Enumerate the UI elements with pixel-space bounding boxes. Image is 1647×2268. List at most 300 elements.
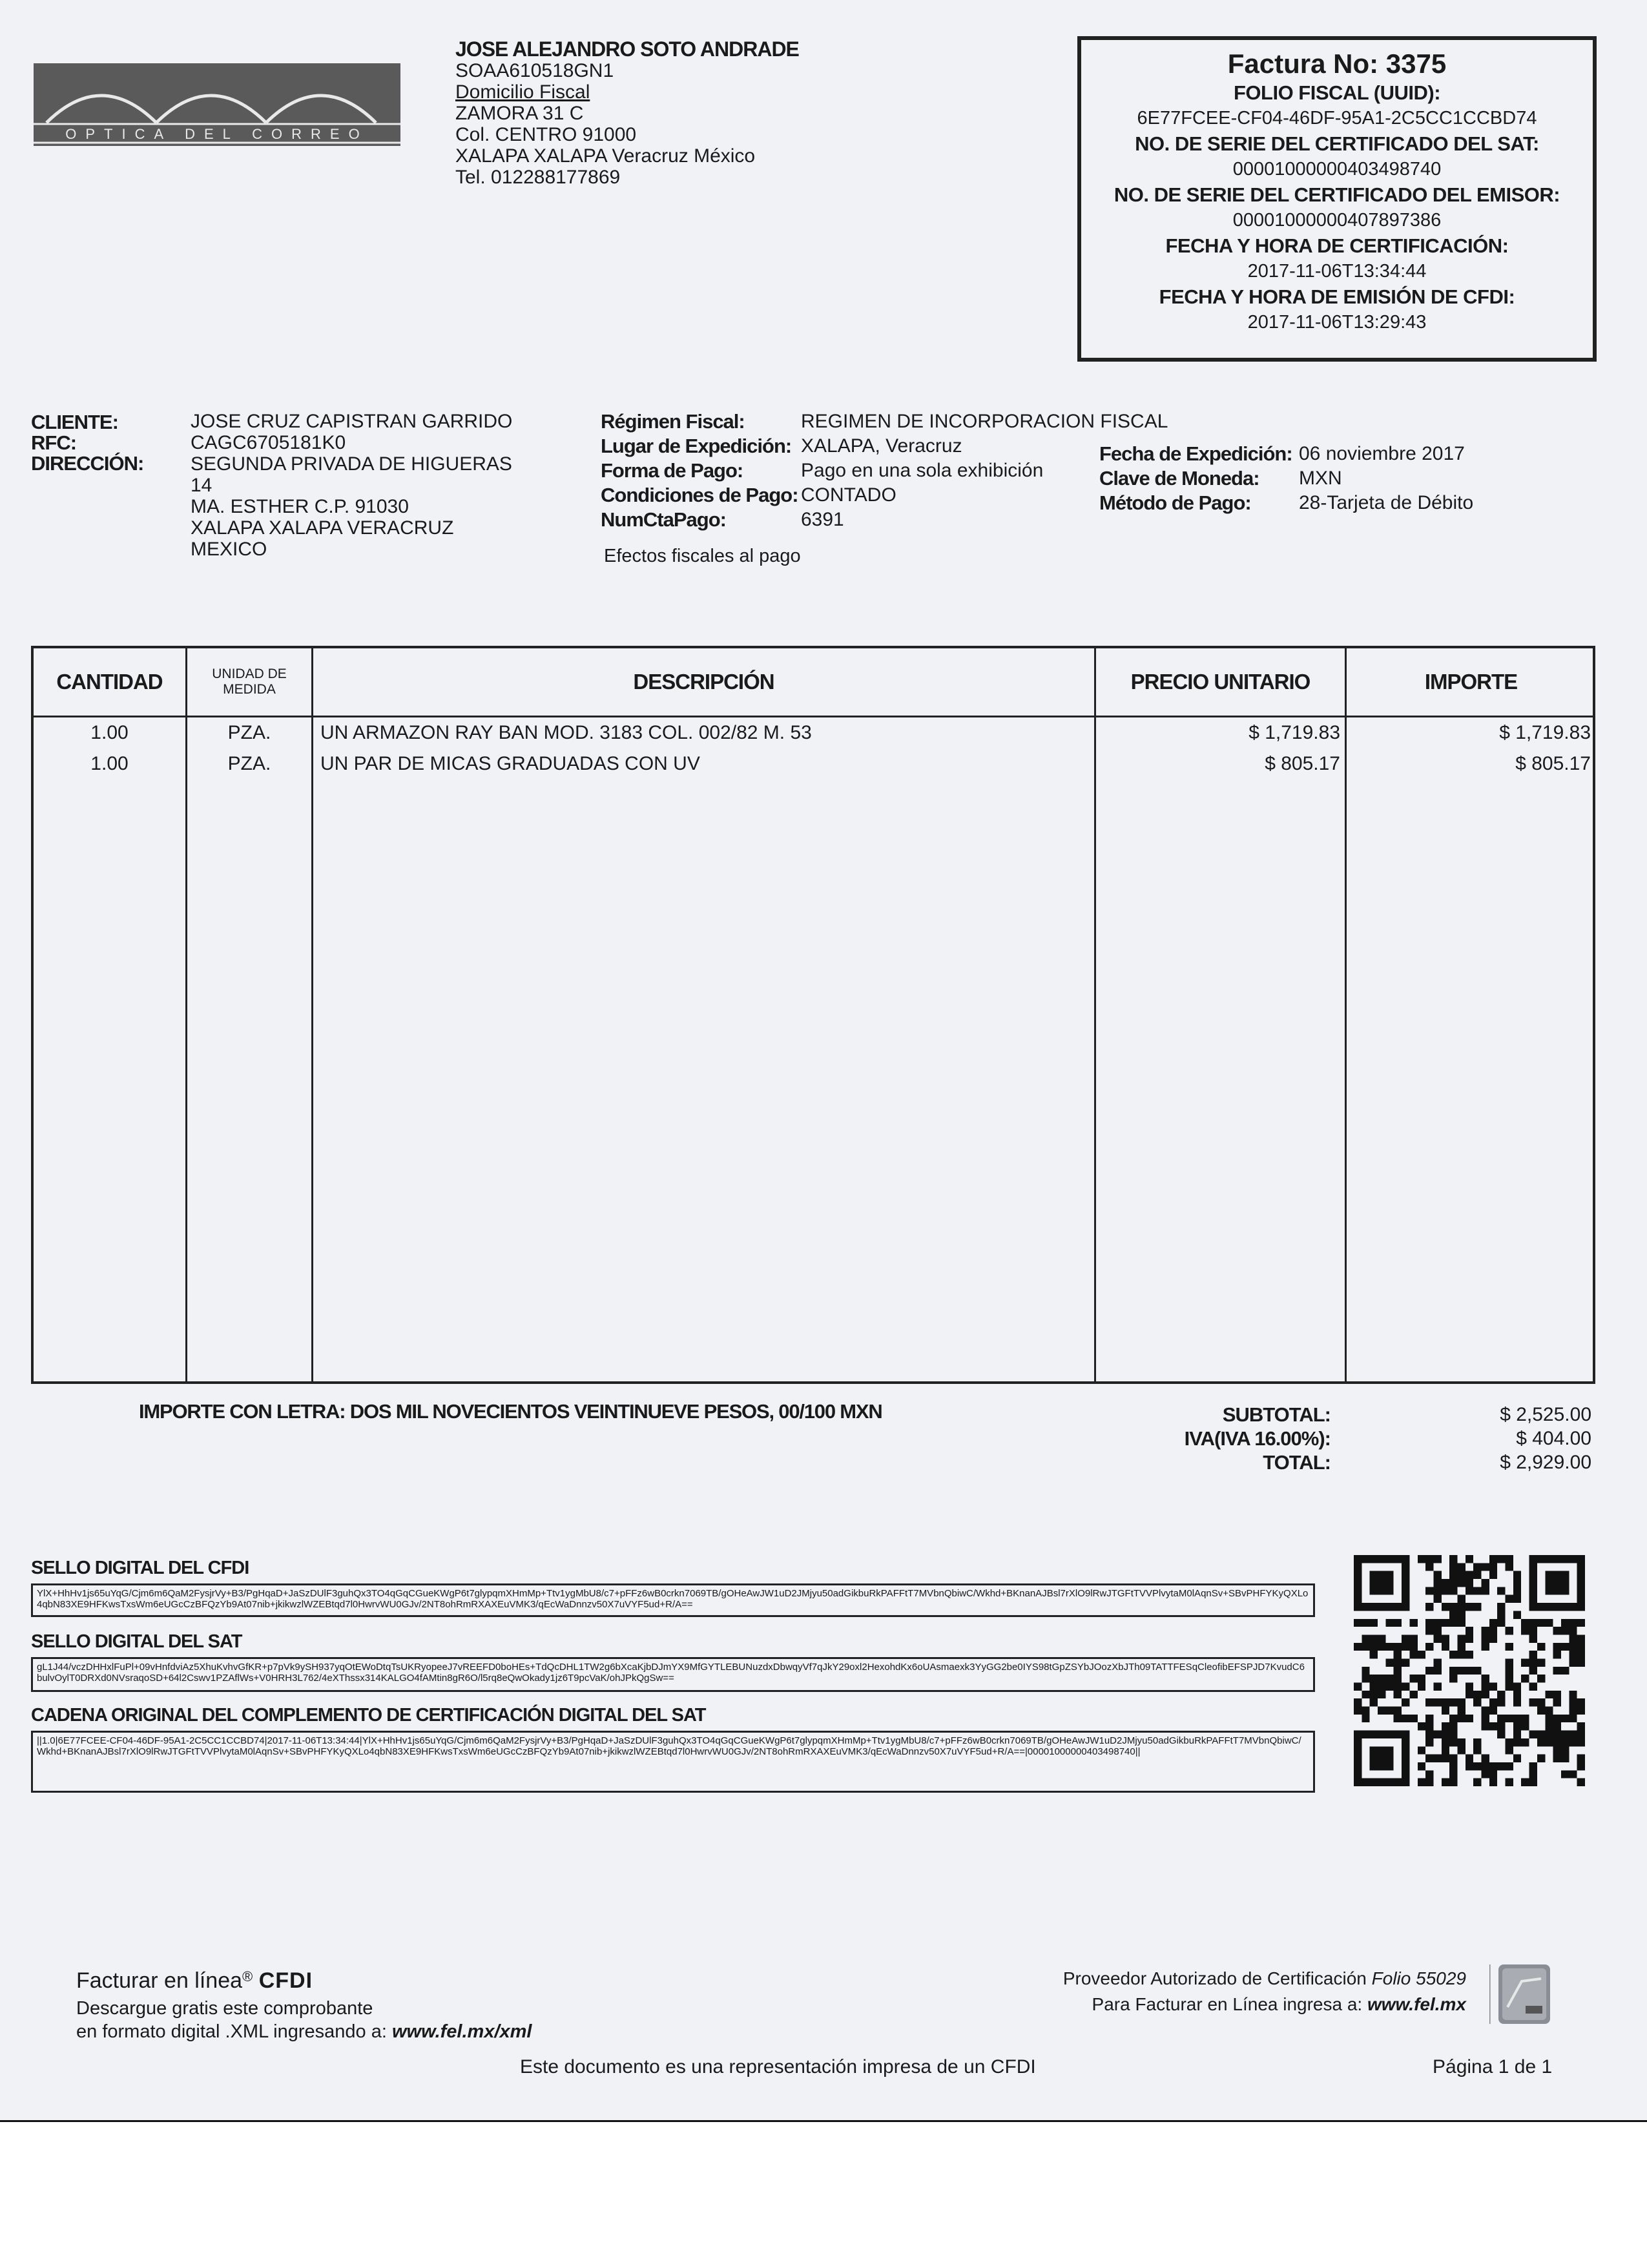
qr-module [1409,1651,1417,1658]
qr-module [1569,1698,1577,1706]
qr-module [1489,1722,1497,1730]
qr-module [1402,1762,1409,1770]
qr-module [1553,1627,1561,1634]
subtotal-label: SUBTOTAL: [1222,1403,1331,1426]
qr-module [1497,1603,1505,1611]
qr-module [1577,1571,1585,1579]
qr-module [1394,1555,1402,1563]
qr-module [1409,1619,1417,1627]
qr-module [1394,1643,1402,1651]
qr-module [1402,1634,1409,1642]
qr-module [1569,1619,1577,1627]
qr-module [1433,1627,1441,1634]
qr-module [1370,1698,1378,1706]
qr-module [1362,1619,1369,1627]
qr-module [1513,1738,1521,1746]
qr-module [1457,1603,1465,1611]
qr-module [1569,1770,1577,1778]
qr-module [1529,1619,1537,1627]
qr-module [1425,1619,1433,1627]
qr-module [1466,1579,1473,1587]
qr-module [1537,1675,1545,1682]
qr-module [1482,1683,1489,1691]
qr-module [1457,1746,1465,1754]
qr-module [1449,1755,1457,1762]
qr-module [1553,1698,1561,1706]
items-table [31,646,1595,1384]
issuer-rfc: SOAA610518GN1 [455,60,614,81]
client-rfc: CAGC6705181K0 [191,432,346,453]
qr-module [1482,1643,1489,1651]
qr-module [1457,1634,1465,1642]
condiciones-label: Condiciones de Pago: [601,484,798,506]
qr-module [1378,1643,1385,1651]
qr-module [1473,1571,1481,1579]
qr-module [1402,1683,1409,1691]
qr-module [1482,1707,1489,1715]
qr-module [1553,1603,1561,1611]
qr-module [1473,1738,1481,1746]
qr-module [1569,1658,1577,1666]
qr-module [1545,1619,1553,1627]
qr-module [1537,1555,1545,1563]
qr-module [1529,1603,1537,1611]
total-label: TOTAL: [1263,1451,1331,1474]
qr-module [1362,1667,1369,1675]
qr-module [1433,1731,1441,1738]
subtotal-value: $ 2,525.00 [1500,1404,1591,1425]
qr-module [1433,1595,1441,1603]
header-precio: PRECIO UNITARIO [1130,670,1310,694]
qr-module [1449,1731,1457,1738]
qr-module [1529,1658,1537,1666]
qr-module [1449,1762,1457,1770]
qr-module [1553,1579,1561,1587]
qr-module [1561,1738,1569,1746]
qr-module [1577,1778,1585,1786]
row1-cantidad: 1.00 [90,722,129,743]
qr-module [1442,1746,1449,1754]
qr-module [1394,1667,1402,1675]
qr-module [1497,1619,1505,1627]
qr-module [1442,1643,1449,1651]
qr-module [1457,1667,1465,1675]
sello-sat-value: gL1J44/vczDHHxlFuPl+09vHnfdviAz5XhuKvhvGfKR+p7pVk9ySH937yqOtEWoDtqTsUKRyopeeJ7vREEFD0boHEs+TdQcDHL1TW2g6bXcaKjbDJmYX9MfGYTLEBUNuzdxDbwqyVf7qJkY29oxl2HexohdKx6oUAsmaexk3YyGG2be0IYS98tGpZSYbJOozXbJTh09TATTFESqCleofibEFSPJD7KvudC6bulvOylT0DRXd0NVsraqoSD+64l2Cswv1PZAflWs+V0HRH3L762/4eXThssx314KALGO4fAMtin8gR6O/l5rq8eQwOkady1jz6T9pcVaK/ohJPkQgSw== [31,1657,1315,1692]
qr-module [1433,1755,1441,1762]
qr-module [1529,1595,1537,1603]
cliente-label: CLIENTE: [31,411,118,433]
qr-module [1449,1698,1457,1706]
qr-module [1561,1571,1569,1579]
qr-module [1506,1627,1513,1634]
qr-module [1385,1755,1393,1762]
qr-module [1394,1731,1402,1738]
qr-module [1489,1770,1497,1778]
fel-link[interactable]: www.fel.mx [1367,1994,1466,2014]
pac-seal-icon [1489,1962,1551,2026]
qr-module [1402,1778,1409,1786]
qr-module [1553,1651,1561,1658]
qr-module [1354,1563,1362,1571]
qr-module [1354,1603,1362,1611]
qr-module [1529,1651,1537,1658]
qr-module [1402,1587,1409,1594]
moneda-label: Clave de Moneda: [1099,467,1259,490]
qr-module [1529,1634,1537,1642]
qr-module [1577,1595,1585,1603]
qr-module [1545,1715,1553,1722]
qr-module [1362,1731,1369,1738]
qr-module [1449,1675,1457,1682]
fiscal-info-box [1077,36,1597,362]
client-address-3: MA. ESTHER C.P. 91030 [191,496,409,517]
lugar-label: Lugar de Expedición: [601,435,792,457]
qr-module [1394,1778,1402,1786]
qr-module [1577,1658,1585,1666]
forma-value: Pago en una sola exhibición [801,460,1044,481]
header-unidad-line1: UNIDAD DE [212,666,287,681]
sat-cert-label: NO. DE SERIE DEL CERTIFICADO DEL SAT: [1135,132,1539,155]
qr-module [1394,1683,1402,1691]
qr-module [1370,1571,1378,1579]
qr-module [1521,1658,1529,1666]
qr-module [1457,1643,1465,1651]
qr-module [1521,1722,1529,1730]
sello-cfdi-label: SELLO DIGITAL DEL CFDI [31,1558,249,1578]
qr-module [1457,1595,1465,1603]
qr-module [1577,1738,1585,1746]
qr-module [1529,1731,1537,1738]
qr-module [1370,1634,1378,1642]
qr-module [1529,1683,1537,1691]
qr-module [1553,1691,1561,1698]
fel-brand-cfdi: CFDI [258,1968,313,1993]
qr-module [1442,1722,1449,1730]
qr-module [1545,1555,1553,1563]
qr-module [1449,1651,1457,1658]
qr-module [1577,1651,1585,1658]
numcta-value: 6391 [801,509,844,530]
iva-value: $ 404.00 [1516,1428,1591,1449]
qr-module [1457,1579,1465,1587]
qr-module [1473,1691,1481,1698]
qr-module [1482,1755,1489,1762]
qr-module [1433,1571,1441,1579]
qr-module [1569,1555,1577,1563]
qr-module [1521,1627,1529,1634]
qr-module [1425,1770,1433,1778]
qr-module [1561,1770,1569,1778]
qr-module [1418,1651,1425,1658]
qr-module [1457,1707,1465,1715]
qr-module [1473,1603,1481,1611]
qr-module [1370,1675,1378,1682]
qr-module [1409,1643,1417,1651]
qr-module [1553,1715,1561,1722]
emision-date-label: FECHA Y HORA DE EMISIÓN DE CFDI: [1159,285,1515,308]
qr-module [1482,1634,1489,1642]
qr-module [1418,1762,1425,1770]
qr-module [1449,1571,1457,1579]
qr-module [1513,1691,1521,1698]
metodo-value: 28-Tarjeta de Débito [1299,492,1474,513]
qr-module [1561,1587,1569,1594]
qr-module [1473,1587,1481,1594]
qr-module [1577,1634,1585,1642]
qr-module [1466,1627,1473,1634]
qr-module [1545,1731,1553,1738]
qr-module [1394,1658,1402,1666]
qr-module [1442,1698,1449,1706]
qr-module [1370,1731,1378,1738]
qr-module [1545,1579,1553,1587]
client-address-5: MEXICO [191,539,267,560]
qr-module [1402,1603,1409,1611]
metodo-label: Método de Pago: [1099,491,1251,514]
fel-desc-line2: en formato digital .XML ingresando a: [76,2021,392,2042]
qr-module [1506,1683,1513,1691]
qr-module [1521,1675,1529,1682]
issuer-city: XALAPA XALAPA Veracruz México [455,145,756,167]
qr-module [1409,1715,1417,1722]
qr-module [1537,1738,1545,1746]
rfc-label: RFC: [31,431,77,454]
qr-module [1466,1634,1473,1642]
qr-module [1466,1715,1473,1722]
qr-module [1489,1634,1497,1642]
header-descripcion: DESCRIPCIÓN [633,670,774,694]
qr-module [1370,1762,1378,1770]
qr-module [1482,1563,1489,1571]
qr-module [1409,1675,1417,1682]
qr-module [1378,1675,1385,1682]
qr-module [1385,1571,1393,1579]
qr-module [1561,1643,1569,1651]
qr-module [1489,1619,1497,1627]
qr-module [1457,1738,1465,1746]
qr-module [1577,1563,1585,1571]
uuid-label: FOLIO FISCAL (UUID): [1233,81,1441,104]
qr-module [1553,1738,1561,1746]
qr-module [1473,1762,1481,1770]
qr-module [1425,1627,1433,1634]
qr-module [1529,1778,1537,1786]
qr-module [1561,1603,1569,1611]
qr-module [1402,1731,1409,1738]
qr-module [1506,1746,1513,1754]
qr-module [1433,1683,1441,1691]
qr-module [1506,1762,1513,1770]
qr-module [1569,1738,1577,1746]
qr-module [1362,1707,1369,1715]
qr-module [1370,1691,1378,1698]
qr-module [1385,1707,1393,1715]
qr-module [1466,1603,1473,1611]
iva-label: IVA(IVA 16.00%): [1184,1427,1331,1450]
page-number: Página 1 de 1 [1433,2056,1553,2077]
qr-module [1466,1667,1473,1675]
qr-module [1482,1762,1489,1770]
qr-module [1466,1691,1473,1698]
qr-module [1513,1683,1521,1691]
row2-importe: $ 805.17 [1515,753,1591,774]
qr-module [1545,1587,1553,1594]
qr-module [1449,1555,1457,1563]
qr-module [1385,1658,1393,1666]
qr-module [1449,1579,1457,1587]
qr-module [1457,1611,1465,1618]
qr-module [1370,1555,1378,1563]
qr-module [1529,1555,1537,1563]
qr-module [1449,1715,1457,1722]
client-address-1: SEGUNDA PRIVADA DE HIGUERAS [191,453,512,475]
qr-module [1425,1722,1433,1730]
qr-module [1521,1778,1529,1786]
qr-module [1385,1778,1393,1786]
qr-module [1569,1627,1577,1634]
qr-module [1378,1683,1385,1691]
emisor-cert-label: NO. DE SERIE DEL CERTIFICADO DEL EMISOR: [1114,183,1560,206]
importe-con-letra: IMPORTE CON LETRA: DOS MIL NOVECIENTOS VEINTINUEVE PESOS, 00/100 MXN [139,1400,882,1423]
qr-module [1577,1603,1585,1611]
qr-module [1370,1746,1378,1754]
qr-module [1466,1651,1473,1658]
qr-module [1537,1603,1545,1611]
invoice-number: Factura No: 3375 [1227,48,1447,79]
qr-module [1354,1755,1362,1762]
header-cantidad: CANTIDAD [56,670,163,694]
row2-descripcion: UN PAR DE MICAS GRADUADAS CON UV [320,753,700,774]
row2-cantidad: 1.00 [90,753,129,774]
qr-module [1442,1707,1449,1715]
qr-module [1378,1579,1385,1587]
qr-module [1402,1755,1409,1762]
qr-module [1402,1658,1409,1666]
qr-module [1545,1722,1553,1730]
qr-module [1449,1563,1457,1571]
qr-module [1553,1722,1561,1730]
qr-module [1482,1627,1489,1634]
qr-module [1370,1683,1378,1691]
qr-module [1385,1603,1393,1611]
qr-module [1513,1571,1521,1579]
qr-module [1513,1698,1521,1706]
qr-module [1553,1643,1561,1651]
proveedor-text: Proveedor Autorizado de Certificación [1062,1968,1372,1988]
qr-module [1370,1579,1378,1587]
moneda-value: MXN [1299,468,1342,489]
qr-module [1577,1731,1585,1738]
client-name: JOSE CRUZ CAPISTRAN GARRIDO [191,411,513,432]
facturar-text: Para Facturar en Línea ingresa a: [1092,1994,1367,2014]
qr-module [1513,1587,1521,1594]
qr-module [1385,1683,1393,1691]
qr-module [1577,1579,1585,1587]
issuer-street: ZAMORA 31 C [455,103,584,124]
total-value: $ 2,929.00 [1500,1452,1591,1473]
qr-module [1354,1595,1362,1603]
qr-module [1394,1715,1402,1722]
qr-module [1402,1715,1409,1722]
qr-module [1354,1587,1362,1594]
client-address-2: 14 [191,475,212,496]
qr-module [1466,1755,1473,1762]
qr-module [1561,1627,1569,1634]
qr-module [1449,1667,1457,1675]
qr-module [1378,1603,1385,1611]
qr-module [1378,1691,1385,1698]
expedicion-labels [1099,442,1292,515]
qr-module [1354,1746,1362,1754]
qr-module [1433,1658,1441,1666]
domicilio-fiscal-label: Domicilio Fiscal [455,81,590,103]
qr-module [1473,1667,1481,1675]
qr-module [1394,1603,1402,1611]
row2-precio: $ 805.17 [1265,753,1340,774]
qr-module [1513,1755,1521,1762]
row2-unidad: PZA. [227,753,271,774]
regimen-label: Régimen Fiscal: [601,410,745,433]
qr-module [1362,1675,1369,1682]
qr-module [1442,1587,1449,1594]
cert-date-label: FECHA Y HORA DE CERTIFICACIÓN: [1165,234,1509,257]
qr-module [1561,1555,1569,1563]
qr-module [1433,1634,1441,1642]
qr-module [1577,1707,1585,1715]
qr-module [1497,1722,1505,1730]
qr-module [1433,1587,1441,1594]
qr-module [1561,1667,1569,1675]
qr-module [1537,1619,1545,1627]
qr-module [1513,1611,1521,1618]
forma-label: Forma de Pago: [601,459,743,482]
qr-module [1354,1731,1362,1738]
qr-module [1553,1571,1561,1579]
qr-module [1466,1683,1473,1691]
qr-module [1521,1738,1529,1746]
qr-module [1402,1738,1409,1746]
qr-module [1497,1587,1505,1594]
issuer-block [455,39,799,188]
xml-link[interactable]: www.fel.mx/xml [391,2021,532,2042]
qr-module [1489,1683,1497,1691]
qr-module [1482,1722,1489,1730]
qr-module [1362,1715,1369,1722]
qr-module [1385,1587,1393,1594]
totals-values [1408,1403,1591,1474]
qr-module [1370,1778,1378,1786]
qr-module [1553,1555,1561,1563]
qr-module [1553,1587,1561,1594]
client-values [191,411,565,560]
qr-module [1553,1731,1561,1738]
qr-module [1457,1619,1465,1627]
qr-module [1402,1579,1409,1587]
qr-module [1529,1762,1537,1770]
qr-module [1354,1698,1362,1706]
qr-module [1354,1738,1362,1746]
qr-module [1425,1738,1433,1746]
qr-module [1362,1691,1369,1698]
qr-module [1402,1698,1409,1706]
qr-module [1433,1667,1441,1675]
qr-module [1394,1707,1402,1715]
qr-module [1506,1738,1513,1746]
qr-module [1402,1563,1409,1571]
row1-precio: $ 1,719.83 [1248,722,1340,743]
qr-module [1553,1746,1561,1754]
qr-module [1529,1571,1537,1579]
